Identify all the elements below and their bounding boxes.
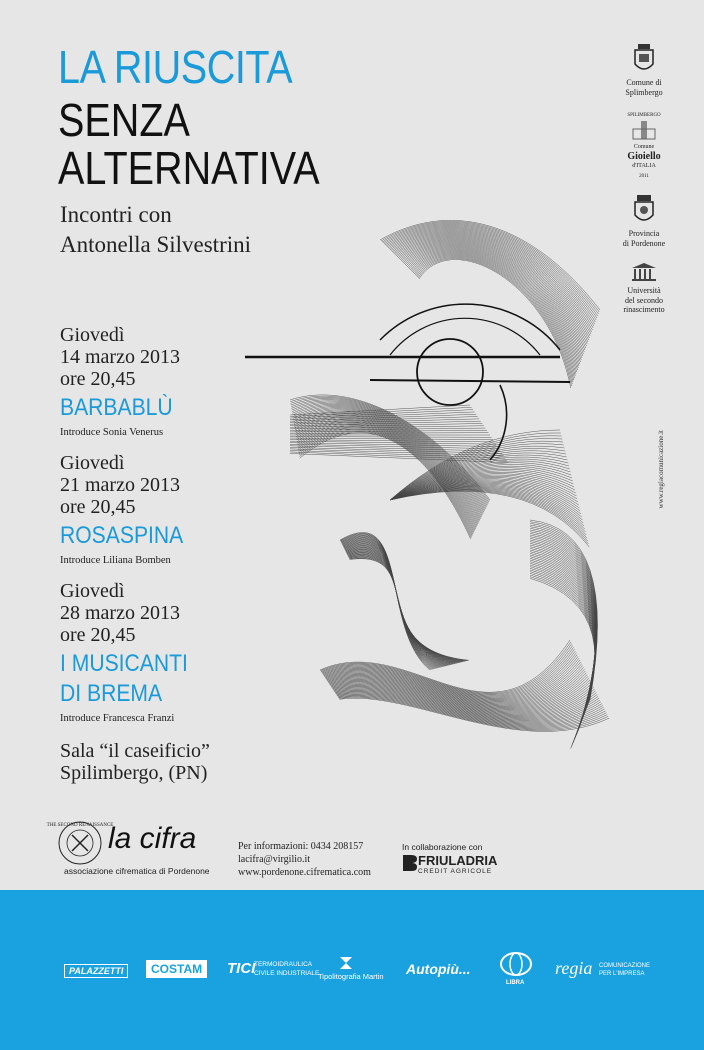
event-intro: Introduce Sonia Venerus: [60, 427, 164, 438]
event-time: ore 20,45: [60, 624, 136, 646]
regia-sub-line: COMUNICAZIONE: [599, 963, 650, 969]
event-2: [60, 452, 200, 568]
contact-phone: Per informazioni: 0434 208157: [238, 841, 364, 852]
venue: [60, 740, 210, 784]
side-logo-line: Comune di: [626, 78, 662, 87]
crest-icon: [633, 195, 655, 225]
sponsor-tici: TICI: [227, 960, 256, 977]
event-day: Giovedì: [60, 580, 125, 602]
side-logo-line: del secondo: [625, 295, 663, 305]
side-logo-line: rinascimento: [623, 305, 665, 314]
sponsor-bar: [0, 890, 704, 1050]
friuladria-name: FRIULADRIA: [418, 853, 498, 868]
title-line-2: [58, 96, 320, 192]
side-logo-line: SPILIMBERGO: [627, 113, 661, 118]
sponsor-autopiu: Autopiù...: [406, 961, 471, 977]
side-logo-line: Comune: [633, 143, 655, 150]
art-arc: [380, 304, 560, 350]
event-title-line-1: I MUSICANTI: [60, 650, 188, 677]
side-logos: [612, 44, 676, 329]
building-icon: [631, 262, 657, 282]
sponsor-regia-sub: [599, 962, 650, 978]
subtitle-line-1: Incontri con: [60, 202, 172, 227]
sponsor-regia: regia: [555, 958, 593, 978]
contact-email: lacifra@virgilio.it: [238, 854, 311, 865]
contact-website: www.pordenone.cifrematica.com: [238, 867, 371, 878]
event-day: Giovedì: [60, 452, 125, 474]
side-logo-line: di Pordenone: [622, 238, 666, 248]
regia-sub-line: PER L'IMPRESA: [599, 971, 645, 977]
subtitle-line-2: Antonella Silvestrini: [60, 232, 252, 257]
event-date: 14 marzo 2013: [60, 346, 180, 368]
tower-icon: [629, 121, 659, 139]
event-day: Giovedì: [60, 324, 125, 346]
side-logo-line: d'ITALIA: [632, 163, 656, 169]
event-title: BARBABLÙ: [60, 394, 173, 421]
subtitle: [60, 200, 251, 260]
event-time: ore 20,45: [60, 496, 136, 518]
libra-logo-icon: [498, 952, 534, 978]
contact-info: [238, 840, 371, 879]
event-title-line-2: DI BREMA: [60, 680, 163, 707]
event-intro: Introduce Francesca Franzi: [60, 713, 175, 724]
side-logo-line: Provincia: [628, 229, 660, 238]
side-credit: www.regiacomunicazione.it: [657, 430, 665, 509]
seal-text: THE SECOND RENAISSANCE: [46, 823, 114, 828]
sponsor-costam: COSTAM: [146, 960, 207, 978]
sponsor-martin: Tipolitografia Martin: [318, 972, 384, 981]
organizer-description: associazione cifrematica di Pordenone: [64, 866, 210, 876]
logo-universita: [612, 262, 676, 315]
side-logo-line: 2011: [639, 173, 649, 179]
art-horizontal-bar-2: [370, 380, 570, 382]
sponsor-tici-sub: [254, 960, 319, 978]
event-title: ROSASPINA: [60, 522, 184, 549]
art-arc-inner: [390, 318, 540, 355]
logo-provincia-pordenone: [612, 195, 676, 248]
friuladria-sub: CREDIT AGRICOLE: [418, 868, 493, 875]
venue-name: Sala “il caseificio”: [60, 740, 210, 762]
art-circle: [417, 339, 483, 405]
side-logo-line: Splimbergo: [625, 87, 663, 97]
logo-comune-spilimbergo: [612, 44, 676, 97]
logo-gioiello-italia: [612, 111, 676, 181]
sponsor-libra: LIBRA: [506, 980, 525, 986]
event-time: ore 20,45: [60, 368, 136, 390]
event-date: 28 marzo 2013: [60, 602, 180, 624]
crest-icon: [633, 44, 655, 74]
tici-sub-line: TERMOIDRAULICA: [254, 961, 313, 968]
venue-city: Spilimbergo, (PN): [60, 762, 208, 784]
sponsor-palazzetti: PALAZZETTI: [64, 964, 128, 978]
second-renaissance-seal: [46, 818, 114, 868]
side-logo-line: Gioiello: [627, 151, 661, 162]
title-line-2-text: SENZA: [58, 94, 190, 146]
friuladria-icon: [402, 854, 418, 872]
abstract-line-artwork: [230, 200, 660, 790]
event-3: [60, 580, 205, 726]
organizer-name: la cifra: [108, 822, 197, 855]
title-line-1: LA RIUSCITA: [58, 41, 293, 93]
title-line-3-text: ALTERNATIVA: [58, 142, 320, 194]
martin-logo-icon: [339, 956, 353, 970]
event-intro: Introduce Liliana Bomben: [60, 555, 171, 566]
event-date: 21 marzo 2013: [60, 474, 180, 496]
tici-sub-line: CIVILE INDUSTRIALE: [254, 970, 320, 977]
side-logo-line: Università: [627, 286, 661, 295]
event-1: [60, 324, 188, 440]
collaboration-label: In collaborazione con: [402, 842, 483, 852]
